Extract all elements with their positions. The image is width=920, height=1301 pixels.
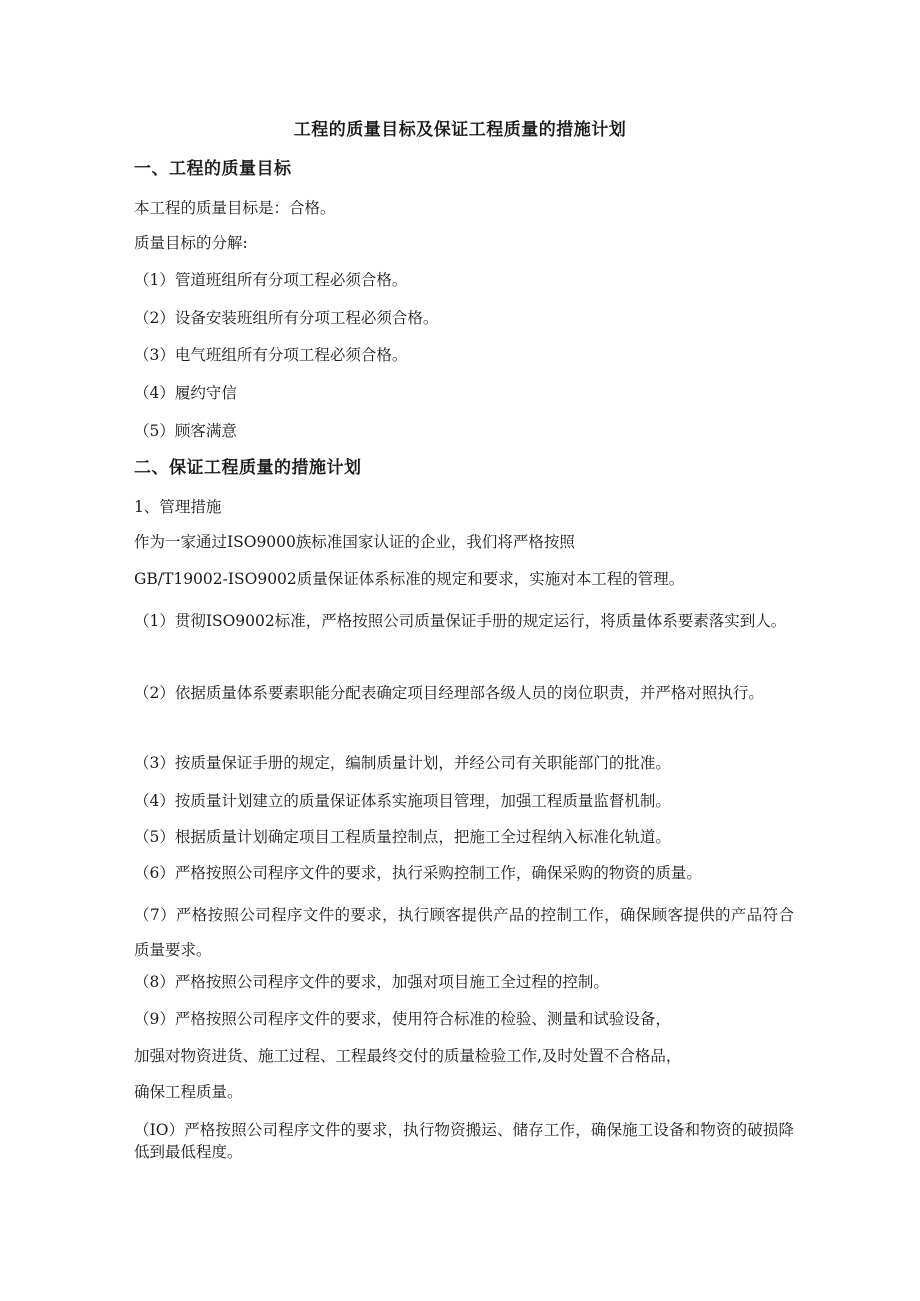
goal-item: （5）顾客满意 bbox=[134, 422, 237, 440]
measure-item: （1）贯彻ISO9002标准，严格按照公司质量保证手册的规定运行，将质量体系要素落实到人。 bbox=[134, 612, 787, 630]
measure-9-line: 确保工程质量。 bbox=[134, 1083, 243, 1101]
measure-item: （8）严格按照公司程序文件的要求，加强对项目施工全过程的控制。 bbox=[134, 973, 609, 991]
goal-breakdown-label: 质量目标的分解: bbox=[134, 234, 248, 252]
measure-item: （5）根据质量计划确定项目工程质量控制点，把施工全过程纳入标准化轨道。 bbox=[134, 828, 671, 846]
measure-item: （2）依据质量体系要素职能分配表确定项目经理部各级人员的岗位职责，并严格对照执行。 bbox=[134, 684, 764, 702]
goal-item: （1）管道班组所有分项工程必须合格。 bbox=[134, 271, 408, 289]
measure-9-line: （9）严格按照公司程序文件的要求，使用符合标准的检验、测量和试验设备， bbox=[134, 1010, 671, 1028]
measure-item: （3）按质量保证手册的规定，编制质量计划，并经公司有关职能部门的批准。 bbox=[134, 754, 671, 772]
section1-heading: 一、工程的质量目标 bbox=[134, 159, 292, 179]
section2-heading: 二、保证工程质量的措施计划 bbox=[134, 458, 362, 478]
measure-item: （6）严格按照公司程序文件的要求，执行采购控制工作，确保采购的物资的质量。 bbox=[134, 864, 702, 882]
intro-line: GB/T19002-ISO9002质量保证体系标准的规定和要求，实施对本工程的管理。 bbox=[134, 570, 685, 588]
document-title: 工程的质量目标及保证工程质量的措施计划 bbox=[293, 120, 627, 140]
goal-item: （2）设备安装班组所有分项工程必须合格。 bbox=[134, 309, 439, 327]
goal-item: （4）履约守信 bbox=[134, 384, 237, 402]
measure-9-line: 加强对物资进货、施工过程、工程最终交付的质量检验工作,及时处置不合格品， bbox=[134, 1047, 682, 1065]
measure-item: （4）按质量计划建立的质量保证体系实施项目管理，加强工程质量监督机制。 bbox=[134, 792, 671, 810]
measure-10: （IO）严格按照公司程序文件的要求，执行物资搬运、储存工作，确保施工设备和物资的破损降低到最低程度。 bbox=[134, 1121, 794, 1161]
goal-item: （3）电气班组所有分项工程必须合格。 bbox=[134, 346, 408, 364]
intro-line: 作为一家通过ISO9000族标准国家认证的企业，我们将严格按照 bbox=[134, 533, 575, 551]
quality-goal-text: 本工程的质量目标是：合格。 bbox=[134, 199, 336, 217]
measure-item: （7）严格按照公司程序文件的要求，执行顾客提供产品的控制工作，确保顾客提供的产品符合质量要求。 bbox=[134, 906, 794, 959]
management-measures-heading: 1、管理措施 bbox=[134, 498, 222, 516]
